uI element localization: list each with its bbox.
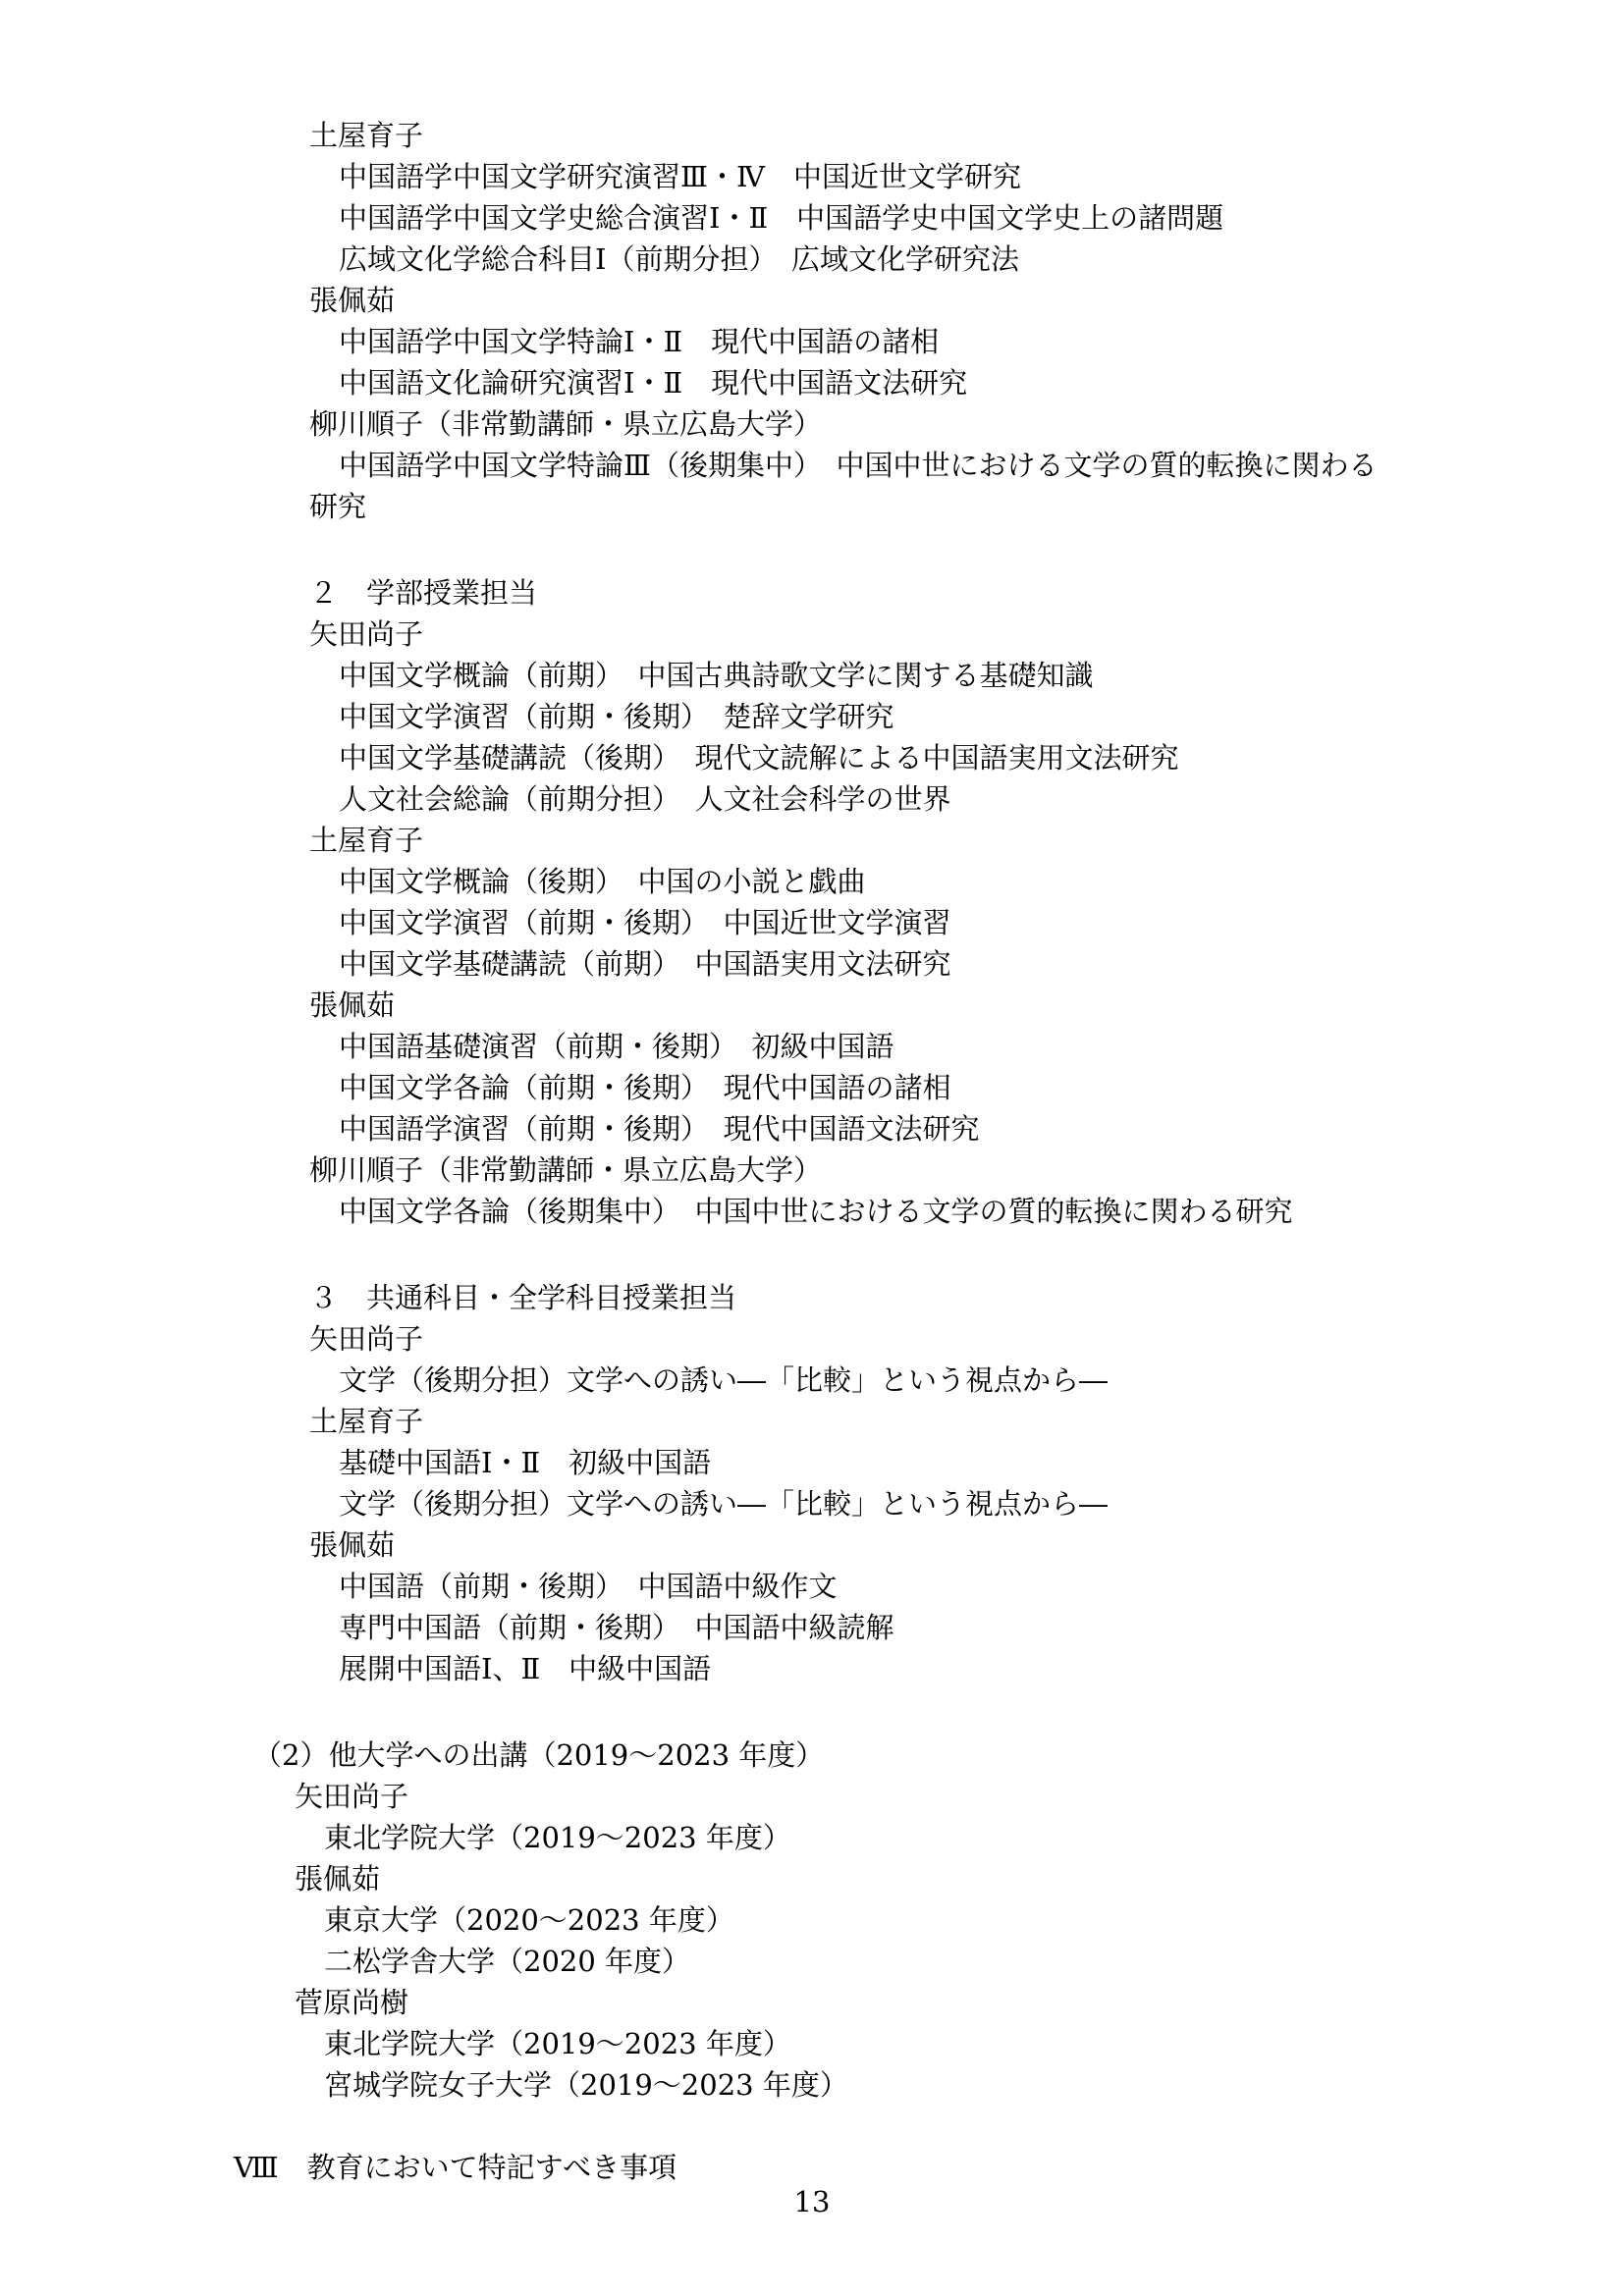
section-heading: ２ 学部授業担当 bbox=[309, 576, 538, 610]
course-line: 中国語学中国文学研究演習Ⅲ・Ⅳ 中国近世文学研究 bbox=[339, 160, 1021, 193]
course-line: 中国文学演習（前期・後期） 楚辞文学研究 bbox=[339, 700, 894, 733]
course-line: 中国文学基礎講読（後期） 現代文読解による中国語実用文法研究 bbox=[339, 741, 1179, 774]
faculty-name: 張佩茹 bbox=[309, 988, 396, 1022]
faculty-name: 矢田尚子 bbox=[309, 1322, 424, 1356]
faculty-name: 柳川順子（非常勤講師・県立広島大学） bbox=[309, 407, 823, 441]
faculty-name: 土屋育子 bbox=[309, 1405, 424, 1438]
faculty-name: 矢田尚子 bbox=[295, 1780, 409, 1813]
university-line: 二松学舎大学（2020 年度） bbox=[324, 1945, 691, 1978]
faculty-name: 張佩茹 bbox=[295, 1862, 381, 1896]
faculty-name: 柳川順子（非常勤講師・県立広島大学） bbox=[309, 1153, 823, 1187]
course-line: 中国文学概論（後期） 中国の小説と戯曲 bbox=[339, 865, 866, 898]
course-line: 中国語基礎演習（前期・後期） 初級中国語 bbox=[339, 1030, 894, 1063]
university-line: 宮城学院女子大学（2019～2023 年度） bbox=[324, 2068, 848, 2102]
faculty-name: 土屋育子 bbox=[309, 119, 424, 152]
faculty-name: 張佩茹 bbox=[309, 1528, 396, 1562]
course-line: 人文社会総論（前期分担） 人文社会科学の世界 bbox=[339, 782, 951, 816]
course-line: 中国文学演習（前期・後期） 中国近世文学演習 bbox=[339, 906, 951, 939]
section-heading: Ⅷ 教育において特記すべき事項 bbox=[234, 2151, 677, 2184]
course-line: 専門中国語（前期・後期） 中国語中級読解 bbox=[339, 1611, 894, 1644]
course-line-wrap: 研究 bbox=[309, 490, 367, 523]
faculty-name: 矢田尚子 bbox=[309, 617, 424, 651]
university-line: 東京大学（2020～2023 年度） bbox=[324, 1903, 734, 1937]
course-line: 文学（後期分担）文学への誘い―「比較」という視点から― bbox=[339, 1487, 1109, 1521]
course-line: 中国語学中国文学特論Ⅰ・Ⅱ 現代中国語の諸相 bbox=[339, 325, 940, 358]
course-line: 中国文学概論（前期） 中国古典詩歌文学に関する基礎知識 bbox=[339, 659, 1094, 692]
course-line: 中国文学各論（前期・後期） 現代中国語の諸相 bbox=[339, 1071, 951, 1104]
course-line: 展開中国語Ⅰ、Ⅱ 中級中国語 bbox=[339, 1652, 712, 1685]
course-line: 基礎中国語Ⅰ・Ⅱ 初級中国語 bbox=[339, 1446, 712, 1479]
section-heading: ３ 共通科目・全学科目授業担当 bbox=[309, 1281, 737, 1314]
university-line: 東北学院大学（2019～2023 年度） bbox=[324, 2027, 791, 2060]
course-line: 広域文化学総合科目Ⅰ（前期分担） 広域文化学研究法 bbox=[339, 242, 1019, 276]
faculty-name: 土屋育子 bbox=[309, 824, 424, 857]
course-line: 中国文学基礎講読（前期） 中国語実用文法研究 bbox=[339, 947, 951, 981]
course-line: 中国語（前期・後期） 中国語中級作文 bbox=[339, 1570, 838, 1603]
faculty-name: 菅原尚樹 bbox=[295, 1986, 409, 2019]
university-line: 東北学院大学（2019～2023 年度） bbox=[324, 1821, 791, 1854]
course-line: 中国語学中国文学特論Ⅲ（後期集中） 中国中世における文学の質的転換に関わる bbox=[339, 449, 1378, 482]
course-line: 中国語学中国文学史総合演習Ⅰ・Ⅱ 中国語学史中国文学史上の諸問題 bbox=[339, 201, 1224, 235]
course-line: 中国文学各論（後期集中） 中国中世における文学の質的転換に関わる研究 bbox=[339, 1195, 1293, 1228]
faculty-name: 張佩茹 bbox=[309, 284, 396, 317]
course-line: 中国語学演習（前期・後期） 現代中国語文法研究 bbox=[339, 1112, 980, 1146]
page-number: 13 bbox=[793, 2185, 831, 2218]
course-line: 文学（後期分担）文学への誘い―「比較」という視点から― bbox=[339, 1363, 1109, 1397]
subsection-heading: （2）他大学への出講（2019～2023 年度） bbox=[253, 1738, 825, 1772]
course-line: 中国語文化論研究演習Ⅰ・Ⅱ 現代中国語文法研究 bbox=[339, 366, 968, 400]
